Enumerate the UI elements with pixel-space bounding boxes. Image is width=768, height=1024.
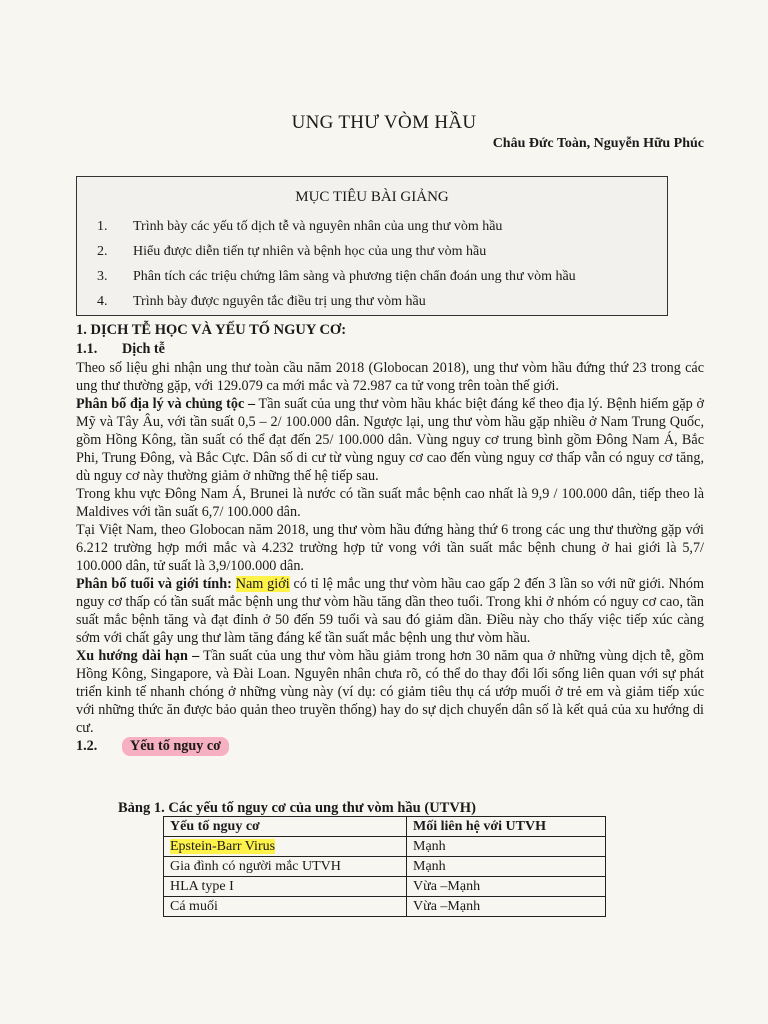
paragraph-lead: Phân bố địa lý và chủng tộc – [76, 396, 256, 412]
table-cell: Cá muối [164, 897, 407, 917]
objective-item [97, 264, 667, 289]
paragraph [76, 395, 704, 485]
subsection-number: 1.2. [76, 738, 98, 754]
paragraph [76, 647, 704, 737]
paragraph-text: Tần suất của ung thư vòm hầu giảm trong hơn 30 năm qua ở những vùng dịch tễ, gồm Hồng Kông, Singapore, và Đài Loan. Nguyên nhân chưa rõ, có thể do thay đổi lối sống liên quan với sự phát triển kinh tế nhanh chóng ở những vùng này (ví dụ: có giảm tiêu thụ cá ướp muối ở trẻ em và giảm tiếp xúc với những thức ăn được bảo quản theo truyền thống) hay do sự dịch chuyển dân số là kết quả của xu hướng di cư. [76, 648, 704, 736]
paragraph [76, 575, 704, 647]
table-row [164, 837, 606, 857]
subsection-title: Dịch tễ [122, 341, 165, 357]
paragraph-lead: Phân bố tuổi và giới tính: [76, 576, 232, 592]
objective-item [97, 239, 667, 264]
subsection-title-highlighted: Yếu tố nguy cơ [122, 737, 229, 756]
objective-text: Phân tích các triệu chứng lâm sàng và phương tiện chẩn đoán ung thư vòm hầu [133, 269, 576, 284]
highlighted-text: Nam giới [235, 576, 290, 592]
paragraph: Trong khu vực Đông Nam Á, Brunei là nước có tần suất mắc bệnh cao nhất là 9,9 / 100.000 dân, tiếp theo là Maldives với tần suất 6,7/ 100.000 dân. [76, 486, 704, 520]
table-cell: Mạnh [407, 837, 606, 857]
paragraph-lead: Xu hướng dài hạn – [76, 648, 200, 664]
table-cell: HLA type I [164, 877, 407, 897]
risk-factor-table [163, 816, 606, 917]
paragraph-text: có tỉ lệ mắc ung thư vòm hầu cao gấp 2 đến 3 lần so với nữ giới. Nhóm nguy cơ thấp có tần suất mắc bệnh ung thư vòm hầu tăng dần theo tuổi. Trong khi ở nhóm có nguy cơ cao, tần suất mắc bệnh tăng và đạt đỉnh ở 50 đến 59 tuổi và sau đó giảm dần. Điều này cho thấy việc tiếp xúc càng sớm với chất gây ung thư làm tăng đáng kể tần suất mắc bệnh ung thư vòm hầu. [76, 576, 704, 646]
objective-number: 2. [97, 244, 108, 259]
paragraph: Theo số liệu ghi nhận ung thư toàn cầu năm 2018 (Globocan 2018), ung thư vòm hầu đứng thứ 23 trong các ung thư thường gặp, với 129.079 ca mới mắc và 72.987 ca tử vong trên toàn thế giới. [76, 360, 704, 394]
table-cell: Mạnh [407, 857, 606, 877]
table-cell: Vừa –Mạnh [407, 897, 606, 917]
table-row [164, 877, 606, 897]
subsection-number: 1.1. [76, 341, 98, 357]
subsection-heading-risk-factors [76, 737, 704, 756]
table-row [164, 857, 606, 877]
objective-text: Trình bày các yếu tố dịch tễ và nguyên nhân của ung thư vòm hầu [133, 219, 503, 234]
table-caption: Bảng 1. Các yếu tố nguy cơ của ung thư vòm hầu (UTVH) [118, 800, 476, 816]
subsection-heading-epidemiology [76, 340, 704, 359]
paragraph-text: Tần suất của ung thư vòm hầu khác biệt đáng kể theo địa lý. Bệnh hiếm gặp ở Mỹ và Tây Âu, với tần suất 0,5 – 2/ 100.000 dân. Ngược lại, ung thư vòm hầu gặp nhiều ở Nam Trung Quốc, gồm Hồng Kông, tần suất có thể đạt đến 25/ 100.000 dân. Vùng nguy cơ trung bình gồm Đông Nam Á, Bắc Phi, Trung Đông, và Bắc Cực. Dân số di cư từ vùng nguy cơ cao đến vùng nguy cơ thấp vẫn có nguy cơ tăng, dù nguy cơ này thường giảm ở những thế hệ tiếp sau. [76, 396, 704, 484]
page-title: UNG THƯ VÒM HẦU [291, 112, 477, 133]
highlighted-text: Epstein-Barr Virus [170, 838, 276, 854]
objectives-title: MỤC TIÊU BÀI GIẢNG [295, 189, 449, 205]
objective-item [97, 289, 667, 314]
objective-item [97, 214, 667, 239]
objective-text: Trình bày được nguyên tắc điều trị ung thư vòm hầu [133, 294, 426, 309]
section-heading: 1. DỊCH TỄ HỌC VÀ YẾU TỐ NGUY CƠ: [76, 322, 347, 338]
objective-number: 1. [97, 219, 108, 234]
objective-number: 4. [97, 294, 108, 309]
table-cell: Vừa –Mạnh [407, 877, 606, 897]
table-header-row [164, 817, 606, 837]
objective-text: Hiểu được diễn tiến tự nhiên và bệnh học của ung thư vòm hầu [133, 244, 487, 259]
table-header: Mối liên hệ với UTVH [407, 817, 606, 837]
main-content [76, 320, 704, 756]
table-row [164, 897, 606, 917]
authors: Châu Đức Toàn, Nguyễn Hữu Phúc [492, 136, 704, 151]
table-cell: Gia đình có người mắc UTVH [164, 857, 407, 877]
paragraph: Tại Việt Nam, theo Globocan năm 2018, ung thư vòm hầu đứng hàng thứ 6 trong các ung thư thường gặp với 6.212 trường hợp mới mắc và 4.232 trường hợp tử vong với tần suất mắc bệnh chung ở hai giới là 5,7/ 100.000 dân, tử suất là 3,9/100.000 dân. [76, 522, 704, 574]
table-cell [164, 837, 407, 857]
objectives-box [76, 176, 668, 316]
objective-number: 3. [97, 269, 108, 284]
table-header: Yếu tố nguy cơ [164, 817, 407, 837]
